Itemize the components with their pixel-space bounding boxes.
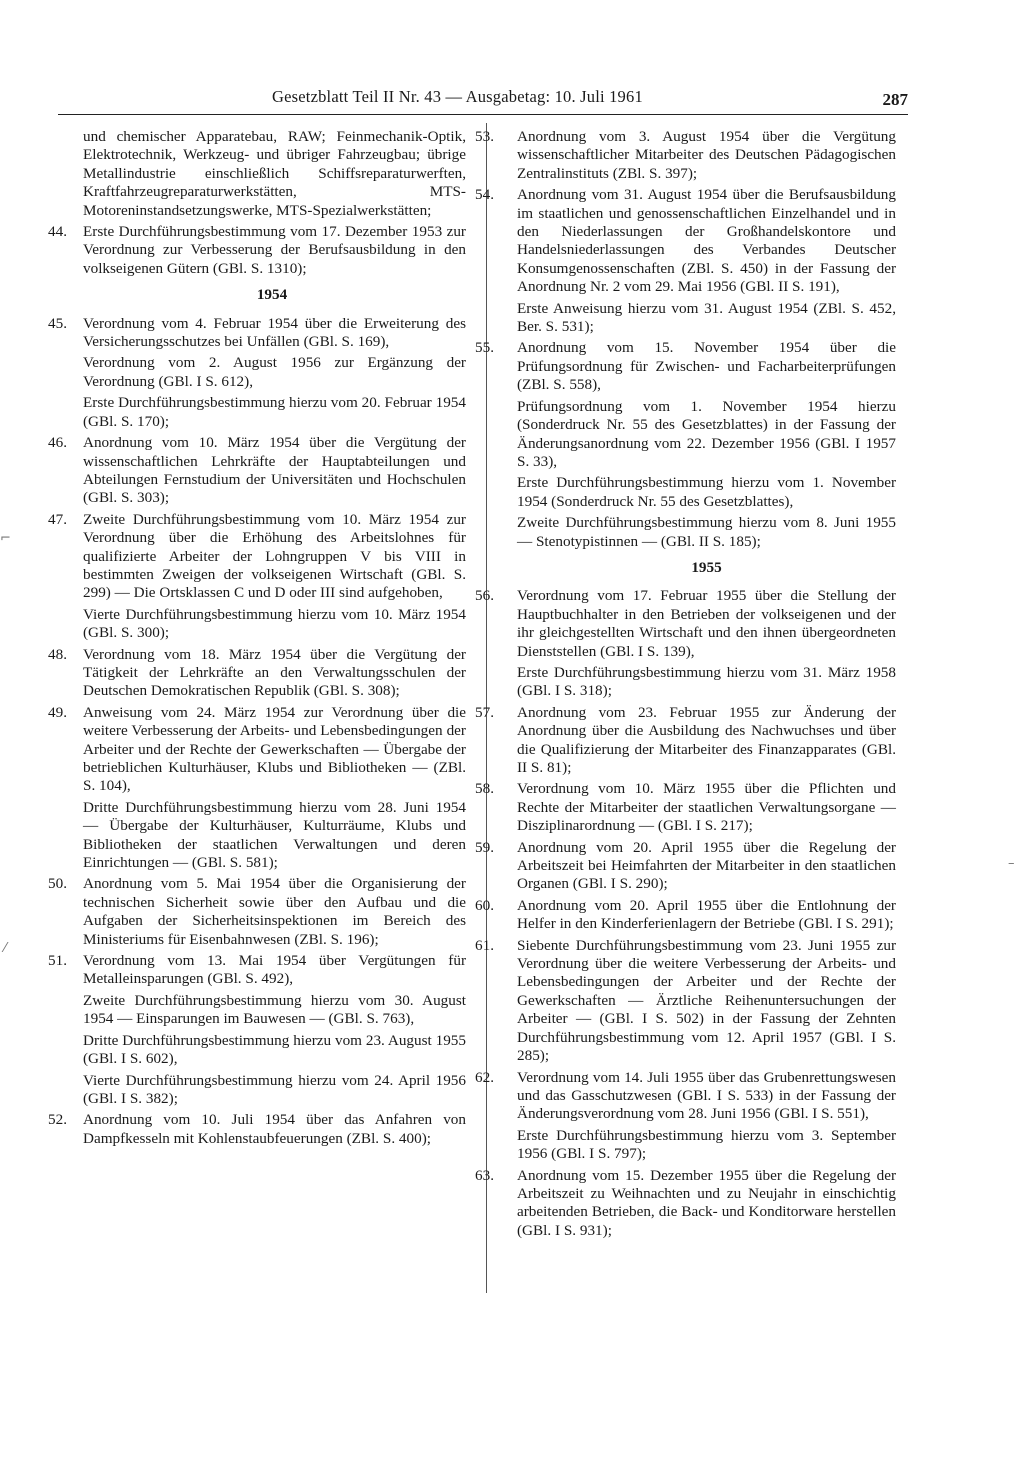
entry-text: Siebente Durchführungsbestimmung vom 23. Juni 1955 zur Verordnung über die weitere Verbesserung der Arbeits- und Lebensbedingungen der Arbeiter und der Rechte der Gewerkschaften — Ärztliche Reihenuntersuchungen der Arbeiter — (GBl. I S. 502) in der Fassung der Zehnten Durchführungsbestimmung vom 12. April 1957 (GBl. I S. 285); (517, 936, 896, 1065)
entry-text: Zweite Durchführungsbestimmung vom 10. März 1954 zur Verordnung über die Erhöhung des Arbeitslohnes für qualifizierte Arbeiter der Lohngruppen V bis VIII in bestimmten Zweigen der volkseigenen Wirtschaft (GBl. S. 299) — Die Ortsklassen C und D oder III sind aufgehoben, (83, 510, 466, 602)
entry-number: 51. (48, 952, 67, 970)
entry-63 (475, 1167, 896, 1241)
entry-text: Anordnung vom 15. Dezember 1955 über die Regelung der Arbeitszeit zu Weihnachten und zu Neujahr in einschichtig arbeitenden Betrieben, die Back- und Konditorware herstellen (GBl. I S. 931); (517, 1166, 896, 1239)
entry-subtext: Erste Anweisung hierzu vom 31. August 1954 (ZBl. S. 452, Ber. S. 531); (517, 299, 896, 336)
entry-subtext: Dritte Durchführungsbestimmung hierzu vom 23. August 1955 (GBl. I S. 602), (83, 1031, 466, 1068)
entry-52 (48, 1111, 466, 1148)
entry-45 (48, 315, 466, 431)
entry-subtext: Prüfungsordnung vom 1. November 1954 hierzu (Sonderdruck Nr. 55 des Gesetzblattes) in der Fassung der Änderungsanordnung vom 22. Dezember 1956 (GBl. I 1957 S. 33), (517, 397, 896, 470)
entry-subtext: Erste Durchführungsbestimmung hierzu vom 1. November 1954 (Sonderdruck Nr. 55 des Gesetzblattes), (517, 474, 896, 510)
entry-55 (475, 339, 896, 550)
entry-subtext: Vierte Durchführungsbestimmung hierzu vom 24. April 1956 (GBl. I S. 382); (83, 1071, 466, 1107)
entry-number: 46. (48, 434, 67, 452)
page-header (58, 84, 908, 115)
entry-number: 50. (48, 875, 67, 893)
entry-number: 48. (48, 645, 67, 663)
entry-number: 57. (475, 703, 494, 721)
scan-mark: ⁄ (4, 941, 7, 956)
entry-number: 59. (475, 838, 494, 856)
entry-text: Verordnung vom 13. Mai 1954 über Vergütungen für Metalleinsparungen (GBl. S. 492), (83, 952, 466, 988)
entry-number: 45. (48, 314, 67, 332)
entry-number: 49. (48, 703, 67, 721)
entry-text: Anweisung vom 24. März 1954 zur Verordnung über die weitere Verbesserung der Arbeits- und Lebensbedingungen der Arbeiter und der Rechte der Gewerkschaften — Übergabe der betrieblichen Kulturhäuser, Klubs und Bibliotheken — (ZBl. S. 104), (83, 703, 466, 795)
entry-53 (475, 128, 896, 183)
entry-58 (475, 780, 896, 835)
entry-51 (48, 952, 466, 1108)
entry-text: Anordnung vom 10. Juli 1954 über das Anfahren von Dampfkesseln mit Kohlenstaubfeuerungen (ZBl. S. 400); (83, 1111, 466, 1147)
entry-number: 53. (475, 128, 494, 145)
entry-text: Erste Durchführungsbestimmung vom 17. Dezember 1953 zur Verordnung zur Verbesserung der Berufsausbildung in den volkseigenen Gütern (GBl. S. 1310); (83, 223, 466, 277)
entry-number: 44. (48, 223, 67, 241)
entry-text: Anordnung vom 3. August 1954 über die Vergütung wissenschaftlicher Mitarbeiter des Deutschen Pädagogischen Zentralinstituts (ZBl. S. 397); (517, 128, 896, 182)
page-number: 287 (882, 90, 908, 109)
entry-number: 62. (475, 1068, 494, 1086)
continued-text: und chemischer Apparatebau, RAW; Feinmechanik-Optik, Elektrotechnik, Werkzeug- und übriger Fahrzeugbau; übrige Metallindustrie einschließlich Schiffsreparaturwerften, Kraftfahrzeugreparaturwerkstätten, MTS-Motoreninstandsetzungswerke, MTS-Spezialwerkstätten; (83, 128, 466, 219)
entry-text: Anordnung vom 20. April 1955 über die Entlohnung der Helfer in den Kinderferienlagern der Betriebe (GBl. I S. 291); (517, 896, 896, 933)
left-column (48, 128, 466, 1151)
entry-text: Verordnung vom 4. Februar 1954 über die Erweiterung des Versicherungsschutzes bei Unfällen (GBl. S. 169), (83, 314, 466, 351)
entry-61 (475, 937, 896, 1066)
entry-54 (475, 186, 896, 336)
year-heading-1954: 1954 (256, 286, 288, 304)
entry-57 (475, 704, 896, 778)
entry-subtext: Verordnung vom 2. August 1956 zur Ergänzung der Verordnung (GBl. I S. 612), (83, 354, 466, 390)
entry-subtext: Zweite Durchführungsbestimmung hierzu vom 30. August 1954 — Einsparungen im Bauwesen — (GBl. S. 763), (83, 991, 466, 1028)
entry-text: Anordnung vom 31. August 1954 über die Berufsausbildung im staatlichen und genossenschaftlichen Einzelhandel und in den Niederlassungen der Großhandelskontore und Handelsniederlassungen des Verbandes Deutscher Konsumgenossenschaften (ZBl. S. 450) in der Fassung der Anordnung Nr. 2 vom 29. Mai 1956 (GBl. II S. 191), (517, 186, 896, 296)
entry-text: Verordnung vom 18. März 1954 über die Vergütung der Tätigkeit der Lehrkräfte an den Verwaltungsschulen der Deutschen Demokratischen Republik (GBl. S. 308); (83, 645, 466, 700)
entry-text: Anordnung vom 5. Mai 1954 über die Organisierung der technischen Sicherheit sowie über den Aufbau und die Aufgaben der Sicherheitsinspektionen im Bereich des Ministeriums für Eisenbahnwesen (ZBl. S. 196); (83, 875, 466, 948)
entry-text: Verordnung vom 14. Juli 1955 über das Grubenrettungswesen und das Gasschutzwesen (GBl. I S. 533) in der Fassung der Änderungsverordnung vom 28. Juni 1956 (GBl. I S. 551), (517, 1068, 896, 1123)
entry-59 (475, 839, 896, 894)
entry-text: Verordnung vom 10. März 1955 über die Pflichten und Rechte der Mitarbeiter der staatlichen Verwaltungsorgane — Disziplinarordnung — (GBl. I S. 217); (517, 780, 896, 835)
entry-62 (475, 1069, 896, 1164)
entry-text: Anordnung vom 10. März 1954 über die Vergütung der wissenschaftlichen Lehrkräfte der Hauptabteilungen und Abteilungen Fernstudium der Universitäten und Hochschulen (GBl. S. 303); (83, 434, 466, 507)
entry-46 (48, 434, 466, 508)
scan-mark: ⌐ (0, 531, 11, 546)
entry-text: Anordnung vom 23. Februar 1955 zur Änderung der Anordnung über die Ausbildung des Nachwuchses und über die Qualifizierung der Mitarbeiter des Finanzapparates (GBl. II S. 81); (517, 703, 896, 776)
entry-number: 58. (475, 780, 494, 798)
entry-48 (48, 646, 466, 701)
entry-47 (48, 511, 466, 643)
entry-number: 61. (475, 936, 494, 954)
entry-text: Verordnung vom 17. Februar 1955 über die Stellung der Hauptbuchhalter in den Betrieben der volkseigenen und der ihr gleichgestellten Wirtschaft und den ihnen übergeordneten Dienststellen (GBl. I S. 139), (517, 587, 896, 660)
entry-49 (48, 704, 466, 873)
entry-number: 54. (475, 186, 494, 204)
right-column (475, 128, 896, 1243)
header-title: Gesetzblatt Teil II Nr. 43 — Ausgabetag: 10. Juli 1961 (272, 87, 643, 106)
entry-number: 56. (475, 587, 494, 605)
entry-subtext: Erste Durchführungsbestimmung hierzu vom 20. Februar 1954 (GBl. S. 170); (83, 394, 466, 430)
scan-mark: – (1008, 856, 1015, 871)
entry-50 (48, 875, 466, 949)
entry-number: 60. (475, 896, 494, 914)
year-heading-1955: 1955 (691, 558, 722, 576)
entry-number: 47. (48, 510, 67, 528)
entry-number: 52. (48, 1111, 67, 1129)
entry-subtext: Zweite Durchführungsbestimmung hierzu vom 8. Juni 1955 — Stenotypistinnen — (GBl. II S. 185); (517, 514, 896, 550)
entry-subtext: Dritte Durchführungsbestimmung hierzu vom 28. Juni 1954 — Übergabe der Kulturhäuser, Kulturräume, Klubs und Bibliotheken der staatlichen Verwaltungen und deren Einrichtungen — (GBl. S. 581); (83, 798, 466, 872)
entry-number: 55. (475, 339, 494, 357)
entry-subtext: Vierte Durchführungsbestimmung hierzu vom 10. März 1954 (GBl. S. 300); (83, 605, 466, 642)
entry-56 (475, 587, 896, 700)
entry-subtext: Erste Durchführungsbestimmung hierzu vom 3. September 1956 (GBl. I S. 797); (517, 1126, 896, 1163)
entry-text: Anordnung vom 15. November 1954 über die Prüfungsordnung für Zwischen- und Facharbeiterprüfungen (ZBl. S. 558), (517, 339, 896, 394)
entry-text: Anordnung vom 20. April 1955 über die Regelung der Arbeitszeit bei Heimfahrten der Mitarbeiter in den staatlichen Organen (GBl. I S. 290); (517, 838, 896, 893)
entry-60 (475, 897, 896, 934)
entry-44 (48, 223, 466, 278)
entry-subtext: Erste Durchführungsbestimmung hierzu vom 31. März 1958 (GBl. I S. 318); (517, 663, 896, 700)
entry-number: 63. (475, 1166, 494, 1184)
